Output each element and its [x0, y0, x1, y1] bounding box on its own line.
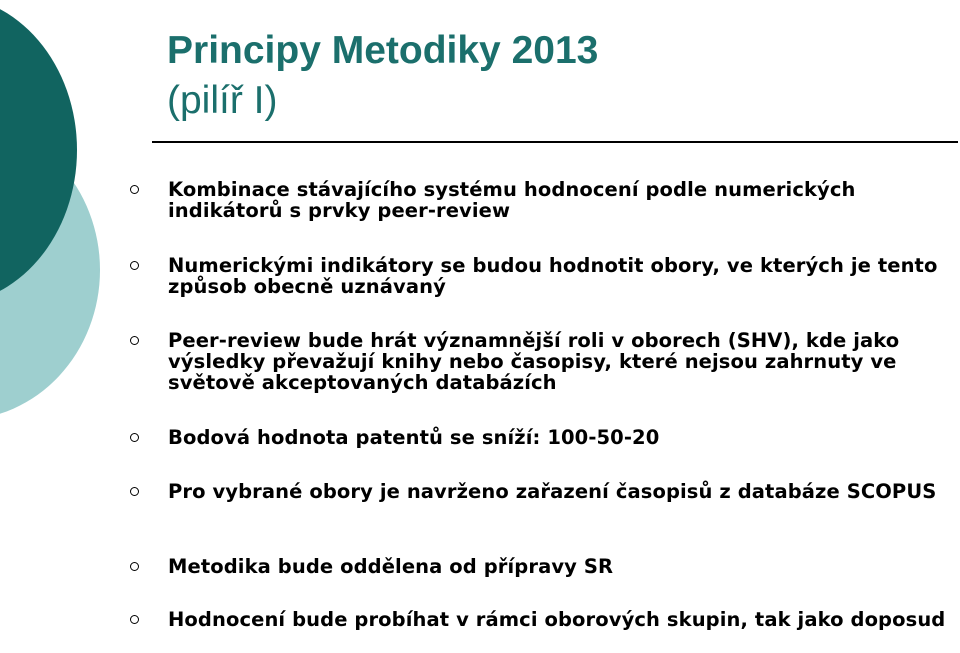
- bullet-text: Numerickými indikátory se budou hodnotit obory, ve kterých je tento způsob obecně uznávaný: [168, 254, 938, 298]
- bullet-text: Kombinace stávajícího systému hodnocení podle numerických indikátorů s prvky peer-review: [168, 178, 856, 222]
- bullet-circle-icon: [130, 487, 139, 496]
- bullet-circle-icon: [130, 336, 139, 345]
- bullet-circle-icon: [130, 261, 139, 270]
- bullet-circle-icon: [130, 562, 139, 571]
- title-divider: [152, 141, 958, 143]
- slide-title: [167, 26, 927, 126]
- bullet-text: Metodika bude oddělena od přípravy SR: [168, 555, 614, 578]
- title-main: Principy Metodiky 2013: [167, 29, 599, 72]
- bullet-circle-icon: [130, 615, 139, 624]
- bullet-circle-icon: [130, 185, 139, 194]
- bullet-text: Pro vybrané obory je navrženo zařazení časopisů z databáze SCOPUS: [168, 480, 937, 503]
- bullet-circle-icon: [130, 433, 139, 442]
- bullet-text: Bodová hodnota patentů se sníží: 100-50-20: [168, 426, 660, 449]
- title-subtitle: (pilíř I): [167, 79, 278, 122]
- bullet-text: Hodnocení bude probíhat v rámci oborových skupin, tak jako doposud: [168, 608, 946, 631]
- bullet-text: Peer-review bude hrát významnější roli v oborech (SHV), kde jako výsledky převažují knihy nebo časopisy, které nejsou zahrnuty ve světově akceptovaných databázích: [168, 329, 900, 394]
- decorative-arcs: [0, 0, 130, 653]
